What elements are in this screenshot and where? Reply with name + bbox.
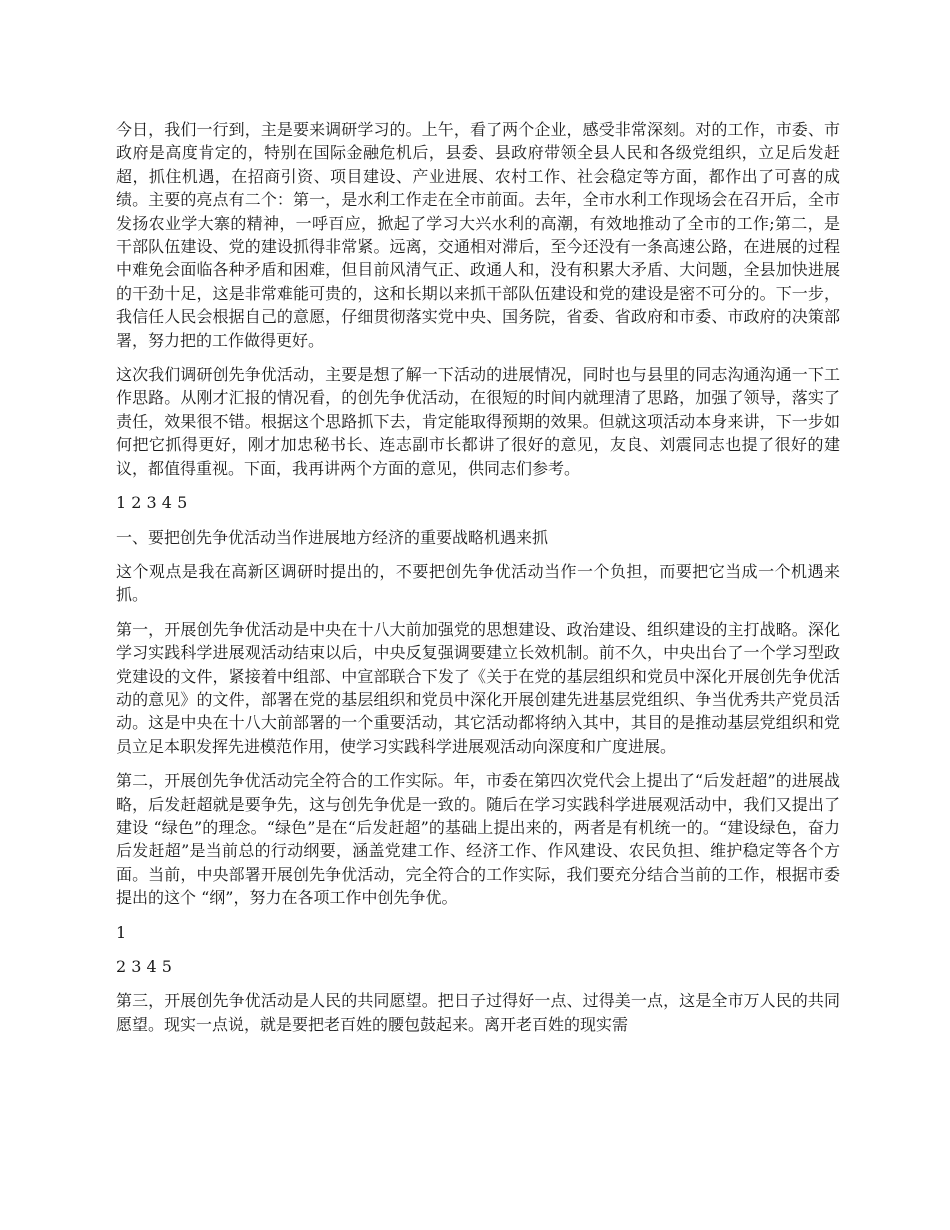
point-three-paragraph: 第三，开展创先争优活动是人民的共同愿望。把日子过得好一点、过得美一点，这是全市万人民的共同愿望。现实一点说，就是要把老百姓的腰包鼓起来。离开老百姓的现实需 <box>116 991 840 1034</box>
point-one-paragraph: 第一，开展创先争优活动是中央在十八大前加强党的思想建设、政治建设、组织建设的主打战略。深化学习实践科学进展观活动结束以后，中央反复强调要建立长效机制。前不久，中央出台了一个学习型政党建设的文件，紧接着中组部、中宣部联合下发了《关于在党的基层组织和党员中深化开展创先争优活动的意见》的文件，部署在党的基层组织和党员中深化开展创建先进基层党组织、争当优秀共产党员活动。这是中央在十八大前部署的一个重要活动，其它活动都将纳入其中，其目的是推动基层党组织和党员立足本职发挥先进模范作用，使学习实践科学进展观活动向深度和广度进展。 <box>116 619 840 756</box>
purpose-paragraph: 这次我们调研创先争优活动，主要是想了解一下活动的进展情况，同时也与县里的同志沟通沟通一下工作思路。从刚才汇报的情况看，的创先争优活动，在很短的时间内就理清了思路，加强了领导，落实了责任，效果很不错。根据这个思路抓下去，肯定能取得预期的效果。但就这项活动本身来讲，下一步如何把它抓得更好，刚才加忠秘书长、连志副市长都讲了很好的意见，友良、刘震同志也提了很好的建议，都值得重视。下面，我再讲两个方面的意见，供同志们参考。 <box>116 365 840 478</box>
section-heading: 一、要把创先争优活动当作进展地方经济的重要战略机遇来抓 <box>116 527 549 547</box>
page-number: 1 <box>116 922 127 942</box>
point-two-paragraph: 第二，开展创先争优活动完全符合的工作实际。年，市委在第四次党代会上提出了“后发赶超”的进展战略，后发赶超就是要争先，这与创先争优是一致的。随后在学习实践科学进展观活动中，我们又提出了建设 “绿色”的理念。“绿色”是在“后发赶超”的基础上提出来的，两者是有机统一的。“建设绿色，奋力后发赶超”是当前总的行动纲要，涵盖党建工作、经济工作、作风建设、农民负担、维护稳定等各个方面。当前，中央部署开展创先争优活动，完全符合的工作实际，我们要充分结合当前的工作，根据市委提出的这个 “纲”，努力在各项工作中创先争优。 <box>116 771 840 908</box>
intro-paragraph: 今日，我们一行到，主是要来调研学习的。上午，看了两个企业，感受非常深刻。对的工作，市委、市政府是高度肯定的，特别在国际金融危机后，县委、县政府带领全县人民和各级党组织，立足后发赶超，抓住机遇，在招商引资、项目建设、产业进展、农村工作、社会稳定等方面，都作出了可喜的成绩。主要的亮点有二个：第一，是水利工作走在全市前面。去年，全市水利工作现场会在召开后，全市发扬农业学大寨的精神，一呼百应，掀起了学习大兴水利的高潮，有效地推动了全市的工作;第二，是干部队伍建设、党的建设抓得非常紧。远离，交通相对滞后，至今还没有一条高速公路，在进展的过程中难免会面临各种矛盾和困难，但目前风清气正、政通人和，没有积累大矛盾、大问题，全县加快进展的干劲十足，这是非常难能可贵的，这和长期以来抓干部队伍建设和党的建设是密不可分的。下一步，我信任人民会根据自己的意愿，仔细贯彻落实党中央、国务院，省委、省政府和市委、市政府的决策部署，努力把的工作做得更好。 <box>116 120 840 350</box>
document-body <box>116 118 840 1047</box>
page-numbers: 1 2 3 4 5 <box>116 493 188 513</box>
page-numbers: 2 3 4 5 <box>116 957 172 976</box>
viewpoint-paragraph: 这个观点是我在高新区调研时提出的，不要把创先争优活动当作一个负担，而要把它当成一个机遇来抓。 <box>116 561 840 605</box>
